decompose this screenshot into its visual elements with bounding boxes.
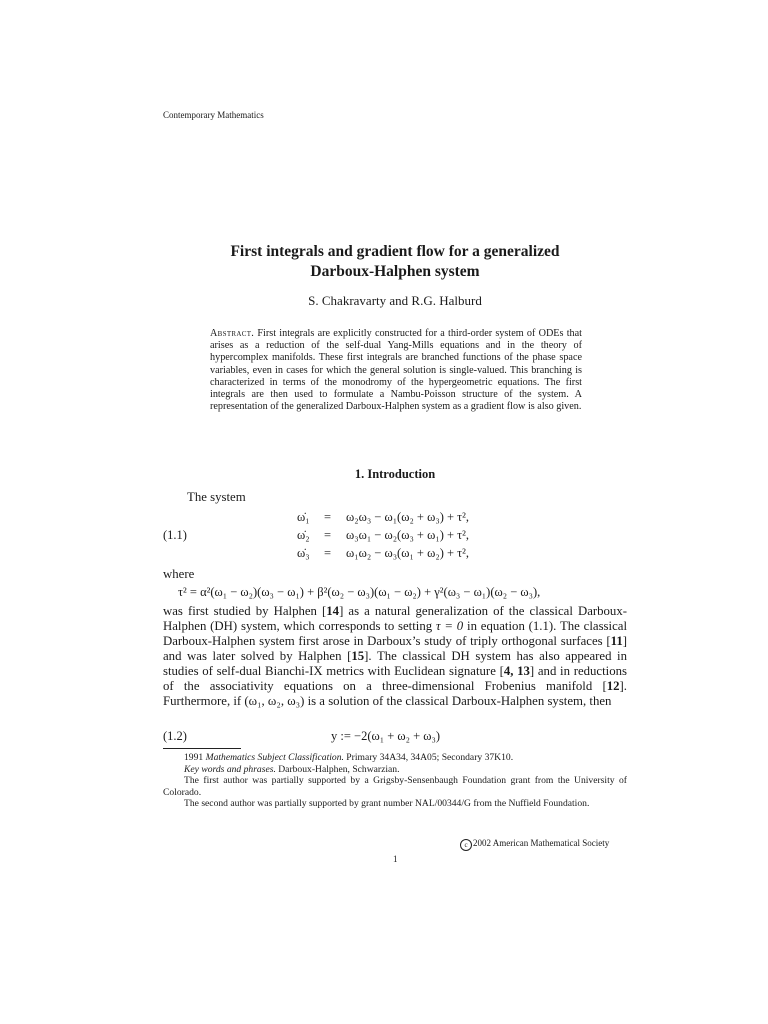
abstract-text: First integrals are explicitly constructed for a third-order system of ODEs that arises as a reduction of the self-dual Yang-Mills equations and in the theory of hypercomplex manifolds. These first integrals are branched functions of the phase space variables, even in cases for which the general solution is single-valued. This branching is characterized in terms of the monodromy of the hypergeometric equations. The first integrals are then used to formulate a Nambu-Poisson structure of the system. A representation of the generalized Darboux-Halphen system as a gradient flow is also given. xyxy=(210,328,582,413)
equation-label-1-2: (1.2) xyxy=(163,729,187,743)
equation-rhs: ω₂ω₃ − ω₁(ω₂ + ω₃) + τ², xyxy=(346,510,470,524)
footnote-author-1: The first author was partially supported by a Grigsby-Sensenbaugh Foundation grant from the University of Colorado. xyxy=(163,775,627,798)
equation-rhs: ω₁ω₂ − ω₃(ω₁ + ω₂) + τ², xyxy=(346,546,470,560)
equation-relation: = xyxy=(324,510,332,524)
abstract-label: Abstract. xyxy=(210,328,255,339)
paper-title xyxy=(163,242,627,282)
series-label: Contemporary Mathematics xyxy=(163,110,264,120)
citation-4-13[interactable]: 4, 13 xyxy=(503,664,530,678)
title-line-2: Darboux-Halphen system xyxy=(310,263,480,280)
citation-15[interactable]: 15 xyxy=(351,649,365,663)
copyright-notice xyxy=(460,838,609,851)
equation-row-1 xyxy=(0,510,768,526)
equation-rhs: ω₃ω₁ − ω₂(ω₃ + ω₁) + τ², xyxy=(346,528,470,542)
authors: S. Chakravarty and R.G. Halburd xyxy=(308,293,482,308)
equation-row-2 xyxy=(0,528,768,544)
footnote-rule xyxy=(163,748,241,749)
tau-definition: τ² = α²(ω₁ − ω₂)(ω₃ − ω₁) + β²(ω₂ − ω₃)(ω₁ − ω₂) + γ²(ω₃ − ω₁)(ω₂ − ω₃), xyxy=(178,585,541,599)
equation-1-2: y := −2(ω₁ + ω₂ + ω₃) xyxy=(331,729,441,743)
copyright-text: 2002 American Mathematical Society xyxy=(473,838,610,848)
equation-lhs: ω̇₂ xyxy=(297,528,310,542)
citation-14[interactable]: 14 xyxy=(326,604,340,618)
where-text: where xyxy=(163,567,195,581)
page-number: 1 xyxy=(393,854,398,864)
equation-lhs: ω̇₁ xyxy=(297,510,310,524)
equation-lhs: ω̇₃ xyxy=(297,546,310,560)
equation-row-3 xyxy=(0,546,768,562)
section-heading: 1. Introduction xyxy=(354,467,436,481)
footnotes xyxy=(163,752,627,810)
copyright-icon: c xyxy=(460,839,472,851)
intro-text: The system xyxy=(187,490,246,504)
citation-11[interactable]: 11 xyxy=(610,634,623,648)
body-paragraph: was first studied by Halphen [14] as a natural generalization of the classical Darboux-Halphen (DH) system, which corresponds to setting τ = 0 in equation (1.1). The classical Darboux-Halphen system first arose in Darboux’s study of triply orthogonal surfaces [11] and was later solved by Halphen [15]. The classical DH system has also appeared in studies of self-dual Bianchi-IX metrics with Euclidean signature [4, 13] and in reductions of the associativity equations on a three-dimensional Frobenius manifold [12]. Furthermore, if (ω₁, ω₂, ω₃) is a solution of the classical Darboux-Halphen system, then xyxy=(163,604,627,708)
citation-12[interactable]: 12 xyxy=(606,679,620,693)
equation-relation: = xyxy=(324,528,332,542)
equation-label-1-1: (1.1) xyxy=(163,528,187,542)
footnote-author-2: The second author was partially supported by grant number NAL/00344/G from the Nuffield Foundation. xyxy=(184,798,590,809)
footnote-msc: 1991 Mathematics Subject Classification. Primary 34A34, 34A05; Secondary 37K10. xyxy=(184,752,514,763)
abstract xyxy=(210,328,582,413)
equation-relation: = xyxy=(324,546,332,560)
footnote-keywords: Key words and phrases. Darboux-Halphen, Schwarzian. xyxy=(184,763,400,775)
title-line-1: First integrals and gradient flow for a generalized xyxy=(230,243,560,260)
